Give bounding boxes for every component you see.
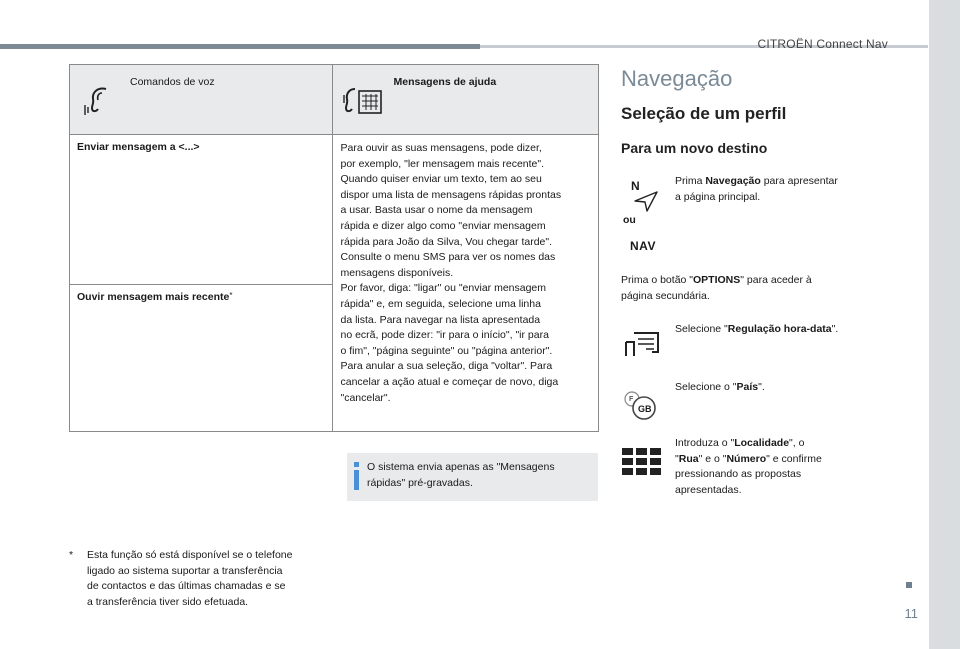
text-run: Prima o botão " — [621, 274, 694, 286]
header-brand: CITROËN Connect Nav — [757, 37, 888, 51]
help-line: Consulte o menu SMS para ver os nomes das — [340, 251, 556, 264]
command-text: Ouvir mensagem mais recente — [77, 291, 230, 303]
footnote-star: * — [69, 549, 74, 561]
time-date-settings-icon — [624, 330, 660, 358]
text-run: " para aceder à — [740, 274, 812, 286]
help-line: rápida" e, em seguida, selecione uma linha — [340, 297, 541, 310]
help-message-cell — [333, 135, 599, 432]
text-run: a página principal. — [675, 190, 761, 203]
navigation-arrow-icon — [633, 190, 659, 212]
text-run-bold: OPTIONS — [693, 274, 741, 286]
text-run-bold: Número — [726, 452, 767, 465]
text-run: ", o — [789, 437, 805, 449]
footnote-line: a transferência tiver sido efetuada. — [87, 595, 249, 608]
text-run: página secundária. — [621, 289, 710, 302]
help-line: dispor uma lista de mensagens rápidas prontas — [340, 188, 562, 201]
info-line: rápidas" pré-gravadas. — [367, 476, 473, 489]
help-line: Para anular a sua seleção, diga "voltar". Para — [340, 360, 553, 373]
info-note — [347, 453, 598, 501]
section-subheading: Para um novo destino — [621, 140, 768, 156]
section-title: Navegação — [621, 66, 733, 91]
select-country-text — [675, 380, 885, 396]
text-run: ". — [831, 323, 839, 335]
north-label: N — [631, 179, 640, 193]
footnote-line: de contactos e das últimas chamadas e se — [87, 580, 286, 592]
footnote-line: Esta função só está disponível se o telefone — [87, 549, 293, 561]
header-commands-label: Comandos de voz — [130, 76, 215, 88]
select-time-date-text — [675, 322, 885, 338]
help-line: por exemplo, "ler mensagem mais recente". — [340, 157, 545, 170]
table-header-help — [333, 65, 599, 135]
text-run: para apresentar — [760, 175, 838, 187]
help-line: Por favor, diga: "ligar" ou "enviar mensagem — [340, 282, 547, 295]
help-line: a usar. Basta usar o nome da mensagem — [340, 204, 533, 217]
command-text: Enviar mensagem a <...> — [77, 141, 200, 153]
command-send-message — [70, 135, 333, 285]
page-number: 11 — [904, 606, 918, 621]
section-subtitle: Seleção de um perfil — [621, 104, 787, 123]
text-run-bold: Localidade — [734, 437, 790, 449]
text-run: Selecione " — [675, 323, 728, 335]
help-line: Para ouvir as suas mensagens, pode dizer, — [340, 142, 542, 154]
keyboard-icon — [622, 446, 662, 476]
table-header-commands — [70, 65, 333, 135]
text-run: " — [675, 452, 679, 465]
footnote-marker: * — [229, 291, 233, 300]
text-run-bold: País — [736, 381, 759, 393]
help-line: "cancelar". — [340, 391, 391, 404]
text-run-bold: Rua — [678, 452, 699, 465]
help-line: no ecrã, pode dizer: "ir para o início", "ir para — [340, 329, 549, 342]
text-run: ". — [758, 381, 765, 393]
help-line: Quando quiser enviar um texto, tem ao seu — [340, 173, 542, 186]
help-line: rápida para João da Silva, Vou chegar tarde". — [340, 235, 553, 248]
command-read-latest — [70, 285, 333, 432]
help-line: da lista. Para navegar na lista apresentada — [340, 313, 541, 326]
text-run: Prima — [675, 175, 706, 187]
help-line: cancelar a ação atual e começar de novo, diga — [340, 375, 559, 388]
enter-address-text — [675, 436, 885, 498]
help-line: rápida e dizer algo como "enviar mensagem — [340, 219, 546, 232]
text-run: " e confirme — [766, 452, 822, 465]
info-icon — [354, 462, 360, 490]
text-run: pressionando as propostas — [675, 468, 802, 480]
page-edge-strip — [929, 0, 960, 649]
voice-help-icon — [343, 83, 383, 119]
text-run: Selecione o " — [675, 381, 737, 393]
header-rule-dark — [0, 44, 480, 49]
text-run: apresentadas. — [675, 483, 742, 496]
country-gb-label: GB — [638, 404, 652, 414]
footnote-line: ligado ao sistema suportar a transferência — [87, 564, 283, 577]
help-line: o fim", "página seguinte" ou "página anterior". — [340, 344, 553, 357]
info-line: O sistema envia apenas as "Mensagens — [367, 461, 555, 473]
options-text — [621, 273, 871, 304]
country-f-label: F — [629, 396, 634, 403]
voice-command-icon — [84, 83, 114, 119]
page-marker — [906, 582, 912, 588]
text-run-bold: Regulação hora-data — [727, 323, 832, 335]
or-label: ou — [623, 214, 636, 226]
press-navigation-text — [675, 174, 875, 205]
voice-commands-table — [69, 64, 599, 432]
text-run: " e o " — [698, 452, 727, 465]
text-run: Introduza o " — [675, 437, 735, 449]
text-run-bold: Navegação — [705, 175, 761, 187]
help-line: mensagens disponíveis. — [340, 266, 454, 279]
header-help-label: Mensagens de ajuda — [393, 76, 497, 88]
nav-button-label: NAV — [630, 239, 656, 253]
